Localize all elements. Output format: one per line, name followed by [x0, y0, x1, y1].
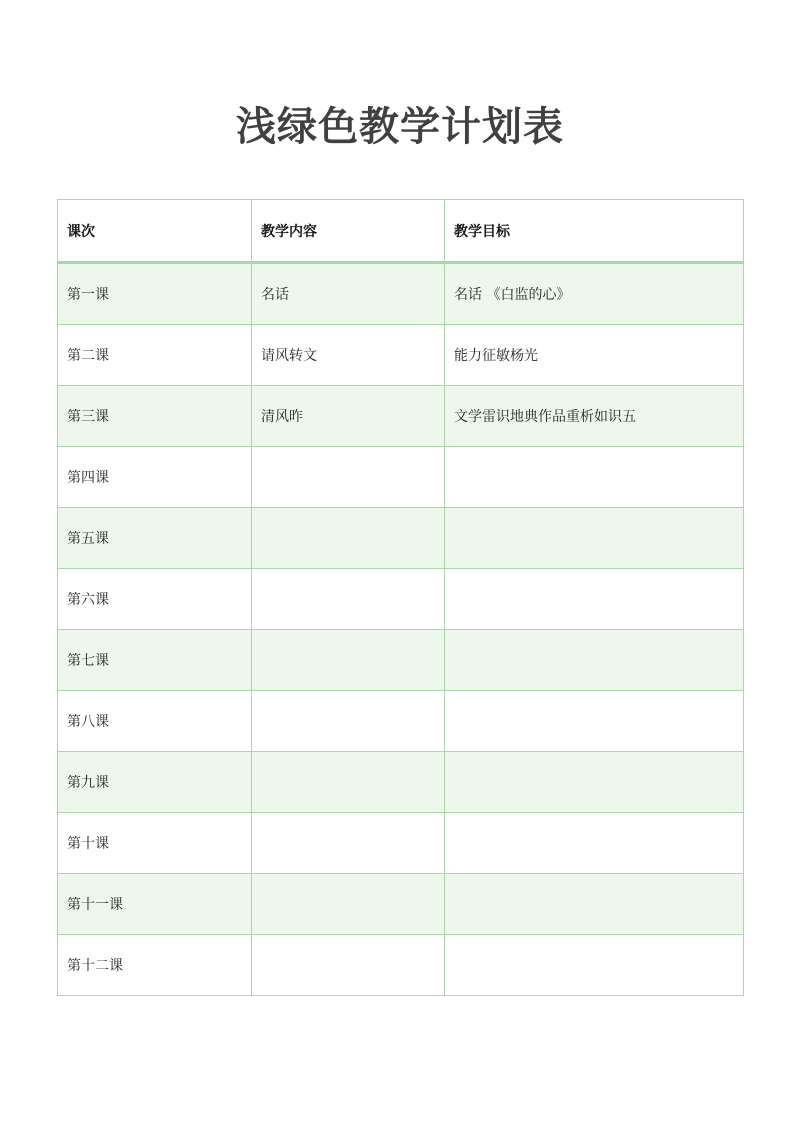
goal-cell: 文学雷识地典作品重析如识五: [445, 386, 744, 447]
content-cell: [252, 935, 445, 996]
teaching-plan-table: [57, 199, 744, 996]
table-row: [58, 447, 744, 508]
content-cell: [252, 447, 445, 508]
table-row: [58, 691, 744, 752]
column-header-content: 教学内容: [252, 200, 445, 263]
lesson-cell: 第四课: [58, 447, 252, 508]
table-header-row: [58, 200, 744, 263]
lesson-cell: 第三课: [58, 386, 252, 447]
goal-cell: [445, 508, 744, 569]
content-cell: [252, 691, 445, 752]
content-cell: 请风转文: [252, 325, 445, 386]
table-row: [58, 569, 744, 630]
lesson-cell: 第十课: [58, 813, 252, 874]
content-cell: [252, 630, 445, 691]
content-cell: [252, 813, 445, 874]
goal-cell: [445, 874, 744, 935]
lesson-cell: 第八课: [58, 691, 252, 752]
content-cell: [252, 874, 445, 935]
goal-cell: 能力征敏杨光: [445, 325, 744, 386]
lesson-cell: 第十一课: [58, 874, 252, 935]
table-row: [58, 263, 744, 325]
lesson-cell: 第六课: [58, 569, 252, 630]
lesson-cell: 第七课: [58, 630, 252, 691]
goal-cell: [445, 447, 744, 508]
goal-cell: [445, 752, 744, 813]
table-row: [58, 386, 744, 447]
lesson-cell: 第十二课: [58, 935, 252, 996]
content-cell: [252, 752, 445, 813]
table-row: [58, 935, 744, 996]
content-cell: [252, 569, 445, 630]
content-cell: [252, 508, 445, 569]
table-row: [58, 813, 744, 874]
lesson-cell: 第九课: [58, 752, 252, 813]
goal-cell: [445, 935, 744, 996]
goal-cell: [445, 691, 744, 752]
table-row: [58, 325, 744, 386]
content-cell: 名话: [252, 263, 445, 325]
goal-cell: [445, 813, 744, 874]
table-row: [58, 874, 744, 935]
table-row: [58, 752, 744, 813]
goal-cell: [445, 569, 744, 630]
table-row: [58, 508, 744, 569]
lesson-cell: 第一课: [58, 263, 252, 325]
table-row: [58, 630, 744, 691]
lesson-cell: 第二课: [58, 325, 252, 386]
page-title: 浅绿色教学计划表: [236, 103, 564, 150]
content-cell: 清风昨: [252, 386, 445, 447]
goal-cell: 名话 《白监的心》: [445, 263, 744, 325]
lesson-cell: 第五课: [58, 508, 252, 569]
goal-cell: [445, 630, 744, 691]
column-header-goal: 教学目标: [445, 200, 744, 263]
column-header-lesson: 课次: [58, 200, 252, 263]
